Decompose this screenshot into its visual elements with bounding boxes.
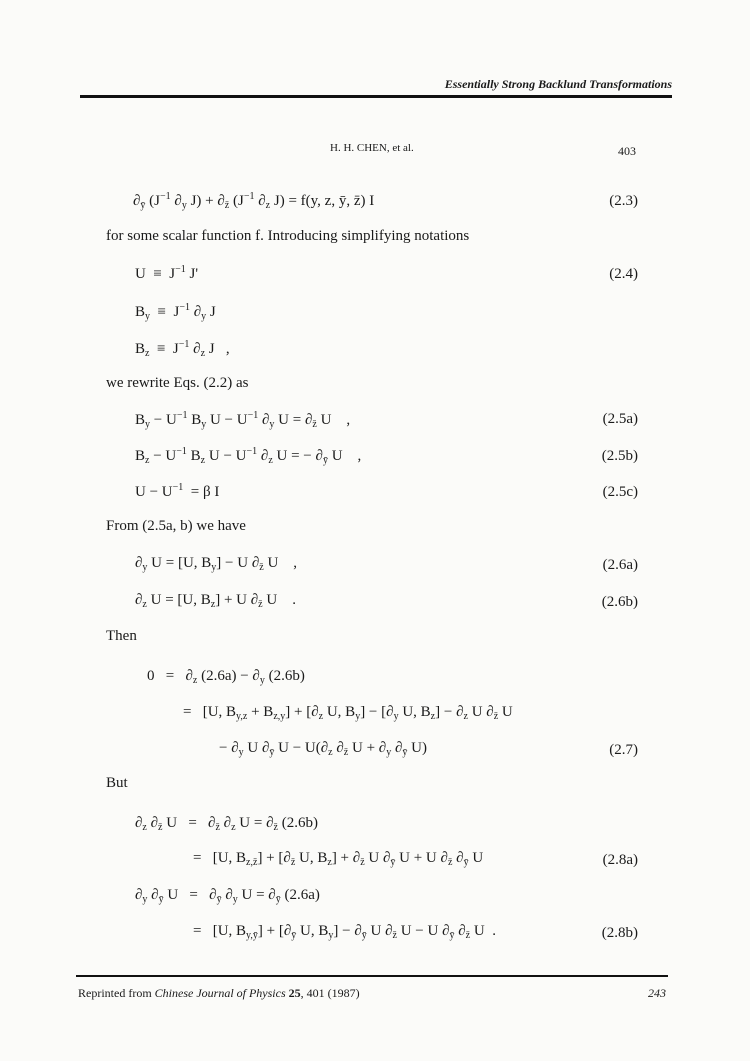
page-number: 403	[618, 144, 636, 158]
equation-2-8a-line-1: $\partial_z$ $\partial_{z̄}$ $U = \partial_{z̄}$ $\partial_z$ $U = \partial_{z̄}$ (2.6b)	[135, 815, 318, 833]
header-rule	[80, 95, 672, 98]
running-title: Essentially Strong Backlund Transformations	[444, 77, 672, 91]
equation-2-5c: $U - U^{-1} = \beta$ I	[135, 482, 220, 500]
equation-2-8b-line-2: = [U, $B_{y,ȳ}] + [\partial_ȳ$ U, $B_y] - \partial_ȳ$ U $\partial_{z̄}$ U − U $\partial_ȳ$ $\partial_{z̄}$ U .	[193, 923, 496, 941]
equation-number-2-8b: (2.8b)	[601, 925, 638, 941]
equation-number-2-3: (2.3)	[609, 193, 638, 209]
footer-rule	[76, 975, 668, 977]
equation-number-2-8a: (2.8a)	[602, 852, 638, 868]
equation-2-8b-line-1: $\partial_y$ $\partial_ȳ$ $U = \partial_ȳ$ $\partial_y$ $U = \partial_ȳ$ (2.6a)	[135, 887, 320, 905]
equation-number-2-6b: (2.6b)	[601, 594, 638, 610]
equation-2-7-line-3: − $\partial_y$ U $\partial_ȳ$ $U - U(\partial_z$ $\partial_{z̄}$ $U + \partial_y$ $\partial_ȳ$ U)	[219, 740, 427, 758]
equation-number-2-4: (2.4)	[609, 266, 638, 282]
paragraph-text: From (2.5a, b) we have	[106, 518, 246, 534]
paragraph-text: we rewrite Eqs. (2.2) as	[106, 375, 249, 391]
paragraph-text: for some scalar function f. Introducing simplifying notations	[106, 228, 470, 244]
equation-2-4-line-3: $B_z \equiv J^{-1}$ $\partial_z$ J ,	[135, 339, 230, 359]
footer-prefix: Reprinted from	[78, 986, 152, 1000]
equation-number-2-5c: (2.5c)	[602, 484, 638, 500]
equation-number-2-7: (2.7)	[609, 742, 638, 758]
footer-page-number: 243	[648, 986, 666, 1000]
authors: H. H. CHEN, et al.	[330, 142, 414, 154]
footer-rest: , 401 (1987)	[300, 986, 360, 1000]
paragraph-text: But	[106, 775, 128, 791]
footer-reprint-note	[78, 986, 360, 1001]
equation-2-4-line-1: $U \equiv J^{-1}$ J'	[135, 264, 199, 282]
equation-number-2-6a: (2.6a)	[602, 557, 638, 573]
paragraph-text: Then	[106, 628, 137, 644]
footer-journal: Chinese Journal of Physics	[154, 986, 286, 1000]
equation-2-8a-line-2: = [U, $B_{z,z̄}] + [\partial_{z̄}$ U, $B_z] + \partial_{z̄}$ U $\partial_ȳ$ U + U $\partial_{z̄}$ $\partial_ȳ$ U	[193, 850, 484, 868]
equation-2-5a: $B_y - U^{-1}$ $B_y$ $U - U^{-1}$ $\partial_y$ $U = \partial_{z̄}$ U ,	[135, 410, 351, 430]
footer-volume: 25	[288, 986, 301, 1000]
equation-number-2-5b: (2.5b)	[601, 448, 638, 464]
equation-2-5b: $B_z - U^{-1}$ $B_z$ $U - U^{-1}$ $\partial_z$ U = − $\partial_ȳ$ U ,	[135, 446, 362, 466]
equation-number-2-5a: (2.5a)	[602, 411, 638, 427]
equation-2-6b: $\partial_z$ U = [U, $B_z] + U$ $\partial_{z̄}$ U .	[135, 592, 296, 610]
equation-2-7-line-2: = [U, $B_{y,z} + B_{z,y}] + [\partial_z$ U, $B_y] - [\partial_y$ U, $B_z] - \partial_z$ U $\partial_{z̄}$ U	[183, 704, 513, 722]
equation-2-4-line-2: $B_y \equiv J^{-1}$ $\partial_y$ J	[135, 302, 216, 322]
equation-2-3: $\partial_ȳ$ ($J^{-1}$ $\partial_y$ $J) + \partial_{z̄}$ ($J^{-1}$ $\partial_z$ J) = f(y, z, ȳ, z̄) I	[133, 191, 375, 211]
equation-2-7-line-1: $0 = \partial_z$ $(2.6a) - \partial_y$ (2.6b)	[147, 668, 305, 686]
equation-2-6a: $\partial_y$ U = [U, $B_y] - U$ $\partial_{z̄}$ U ,	[135, 555, 298, 573]
